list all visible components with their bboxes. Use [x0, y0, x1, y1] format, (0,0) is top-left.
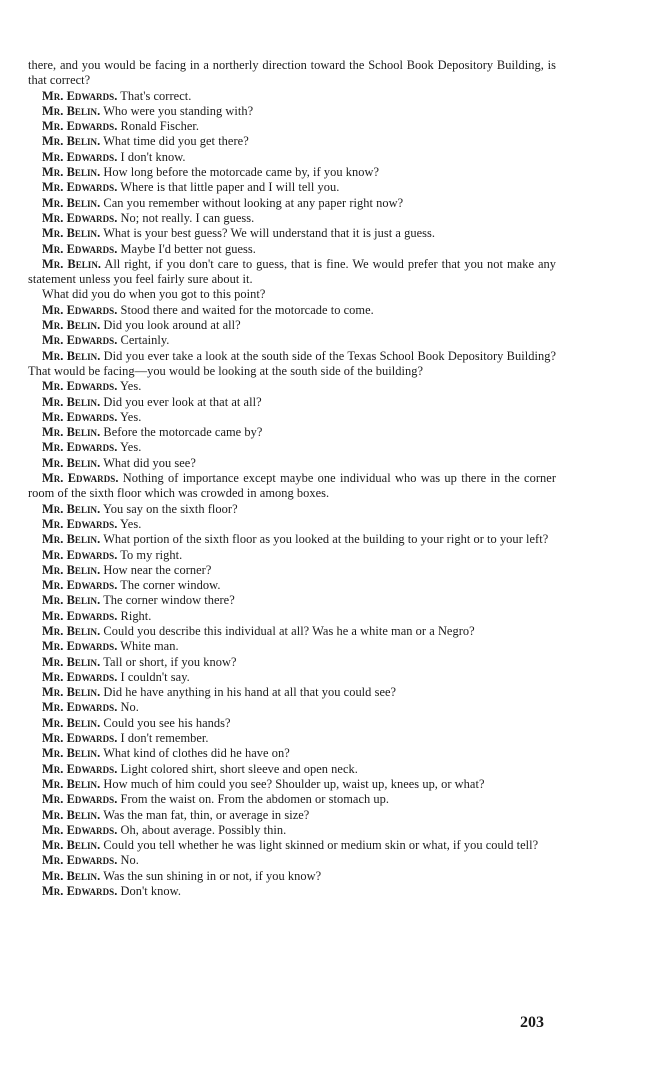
- speaker-name: Mr. Edwards.: [42, 119, 118, 134]
- utterance-text: I don't know.: [117, 149, 186, 164]
- utterance-text: Was the man fat, thin, or average in size?: [100, 807, 310, 822]
- speaker-name: Mr. Edwards.: [42, 761, 118, 776]
- speaker-name: Mr. Edwards.: [42, 547, 118, 562]
- transcript-paragraph: [28, 410, 556, 425]
- speaker-name: Mr. Edwards.: [42, 578, 118, 593]
- transcript-paragraph: [28, 578, 556, 593]
- utterance-text: Yes.: [117, 379, 142, 394]
- utterance-text: All right, if you don't care to guess, that is fine. We would prefer that you not make any statement unless you feel fairly sure about it.: [28, 256, 556, 287]
- utterance-text: Ronald Fischer.: [117, 119, 200, 134]
- transcript-paragraph: [28, 119, 556, 134]
- transcript-paragraph: [28, 762, 556, 777]
- speaker-name: Mr. Belin.: [42, 226, 101, 241]
- speaker-name: Mr. Belin.: [42, 593, 101, 608]
- speaker-name: Mr. Edwards.: [42, 792, 118, 807]
- transcript-paragraph: [28, 134, 556, 149]
- utterance-text: White man.: [117, 639, 179, 654]
- transcript-paragraph: [28, 838, 556, 853]
- transcript-paragraph: [28, 869, 556, 884]
- speaker-name: Mr. Belin.: [42, 868, 101, 883]
- transcript-paragraph: [28, 746, 556, 761]
- transcript-paragraph: [28, 548, 556, 563]
- speaker-name: Mr. Edwards.: [42, 471, 119, 486]
- utterance-text: Where is that little paper and I will tell you.: [117, 180, 340, 195]
- transcript-paragraph: [28, 318, 556, 333]
- utterance-text: What time did you get there?: [100, 134, 249, 149]
- utterance-text: Can you remember without looking at any paper right now?: [100, 195, 404, 210]
- transcript-paragraph: [28, 196, 556, 211]
- transcript-paragraph: [28, 104, 556, 119]
- speaker-name: Mr. Edwards.: [42, 88, 118, 103]
- utterance-text: Did he have anything in his hand at all that you could see?: [100, 685, 397, 700]
- speaker-name: Mr. Edwards.: [42, 639, 118, 654]
- utterance-text: To my right.: [117, 547, 183, 562]
- speaker-name: Mr. Belin.: [42, 715, 101, 730]
- transcript-paragraph: [28, 593, 556, 608]
- speaker-name: Mr. Belin.: [42, 685, 101, 700]
- transcript-paragraph: [28, 379, 556, 394]
- transcript-paragraph: [28, 456, 556, 471]
- speaker-name: Mr. Belin.: [42, 623, 101, 638]
- speaker-name: Mr. Edwards.: [42, 379, 118, 394]
- transcript-paragraph: [28, 517, 556, 532]
- utterance-text: What is your best guess? We will understand that it is just a guess.: [100, 226, 436, 241]
- speaker-name: Mr. Belin.: [42, 455, 101, 470]
- utterance-text: Could you see his hands?: [100, 715, 231, 730]
- speaker-name: Mr. Edwards.: [42, 669, 118, 684]
- utterance-text: Before the motorcade came by?: [100, 425, 263, 440]
- speaker-name: Mr. Belin.: [42, 562, 101, 577]
- speaker-name: Mr. Edwards.: [42, 149, 118, 164]
- transcript-paragraph: [28, 532, 556, 547]
- speaker-name: Mr. Belin.: [42, 348, 101, 363]
- transcript-paragraph: [28, 287, 556, 302]
- speaker-name: Mr. Edwards.: [42, 333, 118, 348]
- speaker-name: Mr. Belin.: [42, 776, 101, 791]
- transcript-paragraph: [28, 884, 556, 899]
- utterance-text: Maybe I'd better not guess.: [117, 241, 256, 256]
- utterance-text: Nothing of importance except maybe one individual who was up there in the corner room of the sixth floor which was crowded in among boxes.: [28, 471, 556, 501]
- transcript-paragraph: [28, 58, 556, 89]
- speaker-name: Mr. Edwards.: [42, 700, 118, 715]
- transcript-paragraph: [28, 731, 556, 746]
- transcript-paragraph: [28, 395, 556, 410]
- speaker-name: Mr. Edwards.: [42, 884, 118, 899]
- transcript-paragraph: [28, 823, 556, 838]
- utterance-text: Yes.: [117, 409, 142, 424]
- transcript-paragraph: [28, 655, 556, 670]
- utterance-text: Yes.: [117, 516, 142, 531]
- utterance-text: Did you ever take a look at the south side of the Texas School Book Depository Building? That would be facing—you would be looking at the south side of the building?: [28, 348, 556, 378]
- transcript-paragraph: [28, 808, 556, 823]
- utterance-text: What portion of the sixth floor as you looked at the building to your right or to your left?: [100, 532, 549, 547]
- utterance-text: I couldn't say.: [117, 669, 190, 684]
- utterance-text: No.: [117, 853, 139, 868]
- transcript-paragraph: [28, 853, 556, 868]
- speaker-name: Mr. Belin.: [42, 654, 101, 669]
- speaker-name: Mr. Edwards.: [42, 516, 118, 531]
- speaker-name: Mr. Belin.: [42, 394, 101, 409]
- speaker-name: Mr. Edwards.: [42, 180, 118, 195]
- transcript-paragraph: [28, 211, 556, 226]
- utterance-text: Certainly.: [117, 333, 170, 348]
- transcript-paragraph: [28, 180, 556, 195]
- transcript-paragraph: [28, 777, 556, 792]
- utterance-text: Did you ever look at that at all?: [100, 394, 262, 409]
- utterance-text: Yes.: [117, 440, 142, 455]
- transcript-paragraph: [28, 333, 556, 348]
- utterance-text: there, and you would be facing in a northerly direction toward the School Book Depository Building, is that correct?: [28, 58, 556, 88]
- utterance-text: No.: [117, 700, 139, 715]
- utterance-text: Did you look around at all?: [100, 318, 241, 333]
- transcript-paragraph: [28, 165, 556, 180]
- speaker-name: Mr. Belin.: [42, 746, 101, 761]
- speaker-name: Mr. Edwards.: [42, 302, 118, 317]
- speaker-name: Mr. Belin.: [42, 532, 101, 547]
- transcript-paragraph: [28, 242, 556, 257]
- transcript-paragraph: [28, 670, 556, 685]
- speaker-name: Mr. Belin.: [42, 256, 102, 271]
- utterance-text: Tall or short, if you know?: [100, 654, 237, 669]
- speaker-name: Mr. Belin.: [42, 838, 101, 853]
- speaker-name: Mr. Edwards.: [42, 210, 118, 225]
- speaker-name: Mr. Belin.: [42, 425, 101, 440]
- transcript-paragraph: [28, 349, 556, 380]
- utterance-text: Right.: [117, 608, 152, 623]
- utterance-text: Could you describe this individual at all? Was he a white man or a Negro?: [100, 623, 475, 638]
- transcript-paragraph: [28, 716, 556, 731]
- speaker-name: Mr. Edwards.: [42, 409, 118, 424]
- speaker-name: Mr. Edwards.: [42, 731, 118, 746]
- speaker-name: Mr. Edwards.: [42, 608, 118, 623]
- utterance-text: I don't remember.: [117, 731, 209, 746]
- utterance-text: What did you do when you got to this point?: [42, 287, 266, 302]
- transcript-paragraph: [28, 700, 556, 715]
- transcript-paragraph: [28, 303, 556, 318]
- utterance-text: Stood there and waited for the motorcade to come.: [117, 302, 374, 317]
- transcript-paragraph: [28, 639, 556, 654]
- utterance-text: What did you see?: [100, 455, 196, 470]
- utterance-text: No; not really. I can guess.: [117, 210, 255, 225]
- speaker-name: Mr. Edwards.: [42, 241, 118, 256]
- speaker-name: Mr. Belin.: [42, 501, 101, 516]
- page-number: 203: [520, 1014, 544, 1031]
- transcript-paragraph: [28, 257, 556, 288]
- utterance-text: Don't know.: [117, 884, 181, 899]
- speaker-name: Mr. Belin.: [42, 103, 101, 118]
- utterance-text: Oh, about average. Possibly thin.: [117, 822, 287, 837]
- speaker-name: Mr. Edwards.: [42, 440, 118, 455]
- transcript-paragraph: [28, 471, 556, 502]
- utterance-text: The corner window there?: [100, 593, 235, 608]
- transcript-paragraph: [28, 624, 556, 639]
- transcript-paragraph: [28, 89, 556, 104]
- utterance-text: How long before the motorcade came by, if you know?: [100, 165, 380, 180]
- speaker-name: Mr. Belin.: [42, 807, 101, 822]
- utterance-text: You say on the sixth floor?: [100, 501, 238, 516]
- transcript-paragraph: [28, 563, 556, 578]
- utterance-text: How near the corner?: [100, 562, 212, 577]
- speaker-name: Mr. Edwards.: [42, 822, 118, 837]
- utterance-text: Who were you standing with?: [100, 103, 254, 118]
- speaker-name: Mr. Belin.: [42, 165, 101, 180]
- speaker-name: Mr. Belin.: [42, 195, 101, 210]
- transcript-paragraph: [28, 792, 556, 807]
- utterance-text: The corner window.: [117, 578, 221, 593]
- transcript-paragraph: [28, 502, 556, 517]
- speaker-name: Mr. Edwards.: [42, 853, 118, 868]
- transcript-paragraph: [28, 609, 556, 624]
- transcript-paragraph: [28, 425, 556, 440]
- transcript-paragraph: [28, 226, 556, 241]
- speaker-name: Mr. Belin.: [42, 134, 101, 149]
- transcript-paragraph: [28, 150, 556, 165]
- transcript-paragraph: [28, 440, 556, 455]
- utterance-text: Light colored shirt, short sleeve and open neck.: [117, 761, 358, 776]
- utterance-text: How much of him could you see? Shoulder up, waist up, knees up, or what?: [100, 776, 485, 791]
- transcript-body: [28, 58, 556, 899]
- transcript-paragraph: [28, 685, 556, 700]
- speaker-name: Mr. Belin.: [42, 318, 101, 333]
- utterance-text: What kind of clothes did he have on?: [100, 746, 290, 761]
- utterance-text: Could you tell whether he was light skinned or medium skin or what, if you could tell?: [100, 838, 539, 853]
- utterance-text: From the waist on. From the abdomen or stomach up.: [117, 792, 390, 807]
- utterance-text: That's correct.: [117, 88, 192, 103]
- utterance-text: Was the sun shining in or not, if you know?: [100, 868, 322, 883]
